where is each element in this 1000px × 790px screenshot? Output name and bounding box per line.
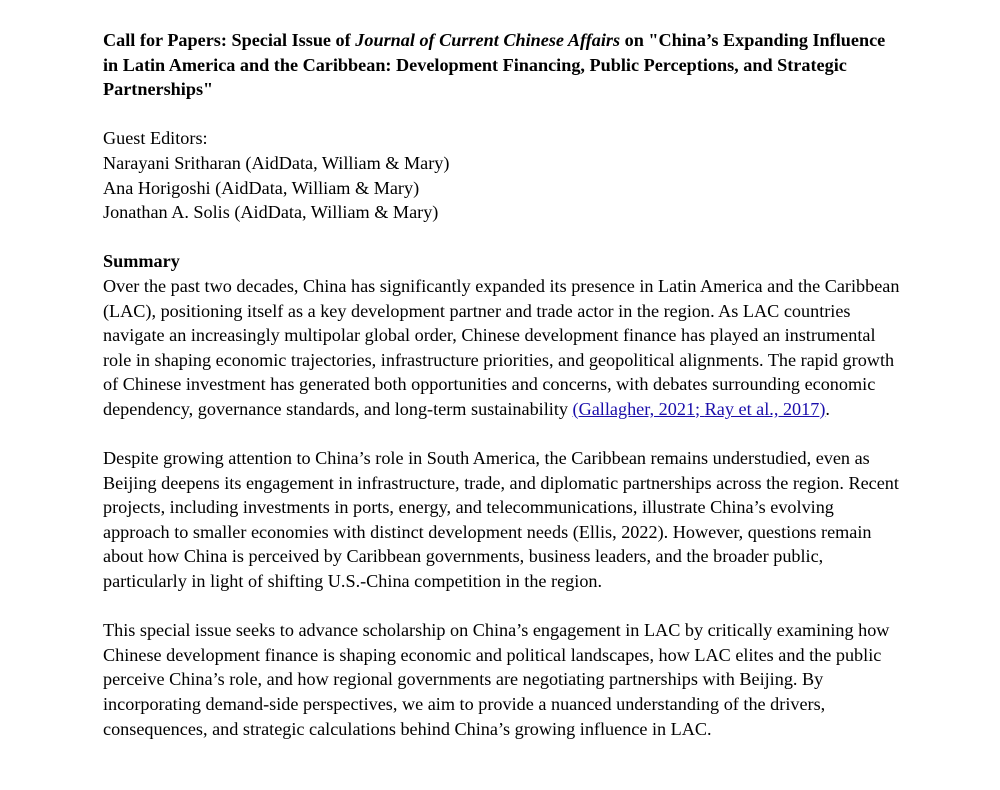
summary-heading: Summary (103, 251, 180, 272)
page-title (103, 28, 903, 102)
guest-editors-label: Guest Editors: (103, 128, 208, 149)
document (103, 28, 903, 741)
editor-item: Jonathan A. Solis (AidData, William & Mary) (103, 202, 439, 223)
paragraph-1-text: Over the past two decades, China has significantly expanded its presence in Latin America and the Caribbean (LAC), positioning itself as a key development partner and trade actor in the region. As LAC countries navigate an increasingly multipolar global order, Chinese development finance has played an instrumental role in shaping economic trajectories, infrastructure priorities, and geopolitical alignments. The rapid growth of Chinese investment has generated both opportunities and concerns, with debates surrounding economic dependency, governance standards, and long-term sustainability (103, 275, 900, 419)
citation-link-gallagher[interactable]: (Gallagher, 2021; (572, 398, 705, 419)
title-suffix: on "China’s Expanding Influence in Latin America and the Caribbean: Development Financing, Public Perceptions, and Strategic Partnerships" (103, 30, 886, 100)
editor-item: Narayani Sritharan (AidData, William & Mary) (103, 152, 450, 173)
citation-link-ray[interactable]: Ray et al., 2017) (704, 398, 826, 419)
summary-paragraph-1 (103, 274, 903, 422)
title-prefix: Call for Papers: Special Issue of (103, 30, 356, 50)
summary-paragraph-3: This special issue seeks to advance scholarship on China’s engagement in LAC by critically examining how Chinese development finance is shaping economic and political landscapes, how LAC elites and the public perceive China’s role, and how regional governments are negotiating partnerships with Beijing. By incorporating demand-side perspectives, we aim to provide a nuanced understanding of the drivers, consequences, and strategic calculations behind China’s growing influence in LAC. (103, 620, 890, 739)
paragraph-1-end: . (825, 398, 830, 419)
journal-name: Journal of Current Chinese Affairs (355, 30, 621, 50)
summary-paragraph-2: Despite growing attention to China’s role in South America, the Caribbean remains understudied, even as Beijing deepens its engagement in infrastructure, trade, and diplomatic partnerships across the region. Recent projects, including investments in ports, energy, and telecommunications, illustrate China’s evolving approach to smaller economies with distinct development needs (Ellis, 2022). However, questions remain about how China is perceived by Caribbean governments, business leaders, and the broader public, particularly in light of shifting U.S.-China competition in the region. (103, 448, 899, 592)
editor-item: Ana Horigoshi (AidData, William & Mary) (103, 177, 420, 198)
guest-editors (103, 126, 903, 224)
